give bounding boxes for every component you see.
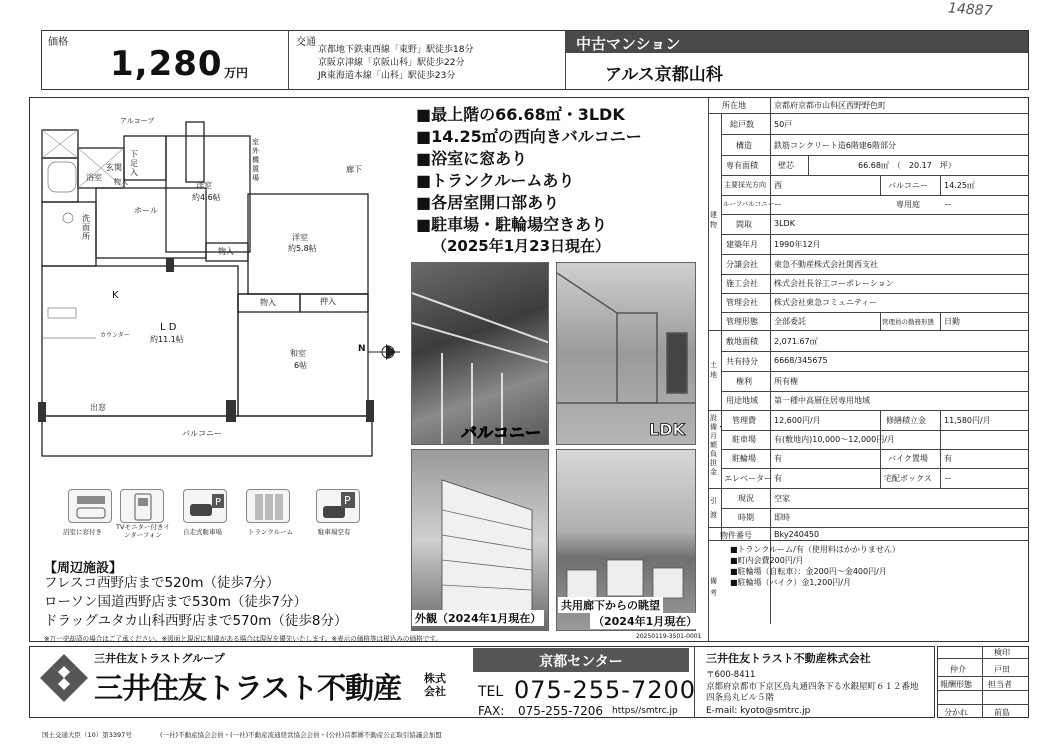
spec-land-area: 2,071.67㎡: [774, 337, 818, 346]
spec-builder-label: 施工会社: [726, 279, 758, 288]
floorplan-ld-size: 約11.1帖: [150, 335, 184, 344]
tel-label: TEL: [478, 684, 504, 700]
category-badge: 中古マンション: [566, 31, 1028, 53]
feature-label: 駐車場空有: [318, 528, 351, 536]
spec-built: 1990年12月: [774, 240, 821, 249]
spec-mgr-style: 日勤: [944, 317, 960, 326]
floorplan-western2-size: 約5.8帖: [288, 244, 317, 253]
trunk-room-icon: [246, 489, 290, 523]
spec-layout-label: 間取: [736, 220, 752, 229]
spec-builder: 株式会社長谷工コーポレーション: [774, 279, 894, 288]
spec-bicycle-label: 駐輪場: [732, 454, 756, 463]
broker-value: 戸田: [994, 665, 1010, 674]
exterior-photo-caption: 外観（2024年1月現在）: [412, 610, 544, 626]
spec-mgmt: 全部委託: [774, 317, 806, 326]
spec-group-handover: 引渡: [710, 497, 717, 519]
spec-roof-label: ルーフバルコニー: [723, 200, 775, 208]
spec-direction-label: 主要採光方向: [724, 181, 766, 189]
floorplan-closet-label: 押入: [320, 297, 336, 306]
spec-land-area-label: 敷地面積: [726, 337, 758, 346]
address-line-2: 四条烏丸ビル５階: [706, 693, 775, 703]
spec-seller: 東急不動産株式会社関西支社: [774, 260, 878, 269]
floorplan-japanese-size: 6帖: [294, 361, 308, 370]
spec-area-type: 壁芯: [778, 161, 794, 170]
spec-share-label: 共有持分: [726, 357, 758, 366]
spec-notes: [730, 544, 900, 588]
compass-icon: [362, 340, 402, 364]
property-name: アルス京都山科: [605, 65, 723, 85]
floorplan-outdoor-machine-label: 室外機置場: [252, 138, 259, 182]
floorplan-hall-label: ホール: [134, 206, 158, 215]
svg-text:P: P: [344, 494, 351, 507]
floorplan-entrance-label: 玄関: [106, 163, 122, 172]
spec-handover-label: 時期: [738, 513, 754, 522]
spec-notes-label: 備考: [710, 577, 717, 597]
floorplan-kitchen-label: K: [112, 290, 119, 301]
spec-elevator: 有: [774, 474, 782, 483]
spec-garden: ー: [944, 200, 952, 209]
price-label: 価格: [48, 37, 68, 48]
price-value: 1,280: [110, 44, 223, 84]
disclaimer: ※万一売却済の場合はご了承ください。※図面と現況に相違がある場合は現況を優先いたします。※表示の価格等は税込みの価格です。: [44, 635, 442, 643]
price-unit: 万円: [224, 66, 249, 80]
spec-bicycle: 有: [774, 454, 782, 463]
spec-mgr-style-label: 管理員の勤務形態: [882, 318, 934, 326]
feature-label: 浴室に窓付き: [63, 528, 102, 536]
feature-label: トランクルーム: [248, 528, 294, 536]
spec-garden-label: 専用庭: [896, 200, 920, 209]
floorplan-western1-label: 洋室: [196, 181, 212, 190]
floorplan-exit-label: 出窓: [90, 403, 106, 412]
staff-value: 前島: [994, 708, 1010, 717]
transport-line: 京都地下鉄東西線「東野」駅徒歩18分: [318, 45, 474, 55]
spec-note: ■トランクルーム/有（使用料はかかりません）: [730, 545, 900, 554]
floorplan-shoebox-label: 下足入: [130, 150, 138, 177]
spec-structure-label: 構造: [736, 141, 752, 150]
license-number: 国土交通大臣（10）第3397号: [42, 731, 132, 739]
highlight-item: ■最上階の66.68㎡・3LDK: [416, 105, 625, 124]
spec-balcony: 14.25㎡: [944, 181, 975, 190]
spec-structure: 鉄筋コンクリート造6階建6階部分: [774, 141, 897, 150]
spec-handover: 即時: [774, 513, 790, 522]
company-logo-icon: [38, 652, 90, 704]
spec-delivery-label: 宅配ボックス: [884, 474, 932, 483]
floorplan-alcove-label: アルコーブ: [120, 117, 155, 125]
view-photo-caption-2: （2024年1月現在）: [590, 613, 700, 629]
highlight-item: ■各居室開口部あり: [416, 193, 560, 212]
floorplan-japanese-label: 和室: [290, 349, 306, 358]
floorplan-western2-label: 洋室: [292, 233, 308, 242]
feature-label: TVモニター付きインターフォン: [116, 523, 170, 539]
balcony-photo-caption: バルコニー: [461, 423, 542, 442]
floorplan-storage-label: 物入: [114, 178, 128, 186]
spec-area: 66.68㎡ （ 20.17 坪）: [858, 161, 956, 170]
associations: (一社)不動産協会会員・(一社)不動産流通経営協会会員・(公社)首都圏不動産公正取引協議会加盟: [160, 731, 442, 739]
spec-group-building: 建物: [710, 211, 717, 229]
highlights-box: [402, 100, 704, 260]
company-name: 三井住友トラスト不動産株式会社: [706, 652, 871, 665]
company-logo-text: 三井住友トラスト不動産: [94, 671, 402, 705]
compass-north-label: N: [358, 344, 366, 354]
nearby-item: ローソン国道西野店まで530m（徒歩7分）: [44, 594, 307, 610]
spec-reserve-label: 修繕積立金: [886, 416, 926, 425]
spec-group-land: 土地: [710, 361, 717, 379]
email-link[interactable]: E-mail: kyoto@smtrc.jp: [706, 706, 811, 716]
spec-fee: 12,600円/月: [774, 416, 821, 425]
exterior-photo: [411, 449, 549, 631]
spec-area-label: 専有面積: [726, 161, 758, 170]
fax-number: 075-255-7206: [518, 704, 604, 718]
spec-manager: 株式会社東急コミュニティー: [774, 298, 878, 307]
spec-manager-label: 管理会社: [726, 298, 758, 307]
reward-value: 分かれ: [944, 708, 968, 717]
floorplan-western1-size: 約4.6帖: [192, 193, 221, 202]
spec-layout: 3LDK: [774, 219, 795, 228]
postal-code: 〒600-8411: [706, 670, 756, 680]
view-photo-caption-1: 共用廊下からの眺望: [558, 597, 663, 613]
branch-badge: 京都センター: [473, 648, 689, 672]
spec-roof: ー: [774, 200, 782, 209]
spec-units: 50戸: [774, 120, 793, 129]
highlight-item: ■トランクルームあり: [416, 171, 575, 190]
spec-zoning-label: 用途地域: [726, 396, 758, 405]
spec-bike-label: バイク置場: [888, 454, 928, 463]
bath-window-icon: [68, 489, 112, 523]
spec-rights-label: 権利: [736, 377, 752, 386]
spec-share: 6668/345675: [774, 356, 828, 365]
tel-number[interactable]: 075-255-7200: [514, 676, 697, 704]
spec-note: ■町内会費200円/月: [730, 556, 804, 565]
feature-label: 自走式駐車場: [183, 528, 222, 536]
spec-status: 空家: [774, 494, 790, 503]
nearby-title: 【周辺施設】: [44, 561, 123, 576]
spec-note: ■駐輪場（自転車）：金200円〜金400円/月: [730, 567, 887, 576]
reward-label: 報酬形態: [940, 680, 972, 689]
transport-list: [318, 44, 473, 83]
broker-label: 仲介: [950, 665, 966, 674]
floorplan-storage3-label: 物入: [260, 298, 276, 307]
transport-label: 交通: [296, 37, 316, 48]
floorplan-corridor-label: 廊下: [346, 165, 362, 174]
spec-parking-label: 駐車場: [732, 435, 756, 444]
company-suffix: 株式会社: [424, 672, 446, 698]
parking-icon: [183, 489, 227, 523]
spec-built-label: 建築年月: [726, 240, 758, 249]
website-link[interactable]: https//smtrc.jp: [612, 706, 678, 716]
spec-seller-label: 分譲会社: [726, 260, 758, 269]
spec-reserve: 11,580円/月: [944, 416, 991, 425]
transport-line: 京阪京津線「京阪山科」駅徒歩22分: [318, 58, 465, 68]
highlight-item: ■浴室に窓あり: [416, 149, 528, 168]
highlight-date: （2025年1月23日現在）: [432, 237, 611, 255]
spec-zoning: 第一種中高層住居専用地域: [774, 396, 870, 405]
spec-rights: 所有権: [774, 377, 798, 386]
nearby-item: フレスコ西野店まで520m（徒歩7分）: [44, 575, 280, 591]
ldk-photo: [556, 262, 696, 445]
balcony-photo: [411, 262, 549, 445]
floorplan-counter-label: カウンター: [100, 332, 130, 339]
svg-text:P: P: [215, 497, 222, 508]
spec-direction: 西: [774, 181, 782, 190]
floorplan-storage2-label: 物入: [218, 247, 234, 256]
spec-property-no-label: 物件番号: [720, 531, 752, 540]
spec-parking: 有(敷地内)10,000〜12,000円/月: [774, 435, 895, 444]
highlight-item: ■駐車場・駐輪場空きあり: [416, 215, 608, 234]
transport-line: JR東海道本線「山科」駅徒歩23分: [318, 71, 456, 81]
floorplan-drawing: [36, 108, 386, 468]
spec-bike: 有: [944, 454, 952, 463]
spec-delivery: ー: [944, 474, 952, 483]
spec-balcony-label: バルコニー: [888, 181, 928, 190]
check-label: 検印: [994, 648, 1010, 657]
floorplan-washroom-label: 洗面所: [82, 214, 90, 241]
floorplan-ld-label: L D: [160, 322, 177, 333]
handwritten-reference: 14887: [947, 0, 994, 20]
ldk-photo-caption: LDK: [649, 420, 685, 439]
spec-units-label: 総戸数: [730, 120, 754, 129]
tv-intercom-icon: [120, 489, 164, 523]
group-name: 三井住友トラストグループ: [94, 652, 225, 665]
floorplan-bath-label: 浴室: [86, 173, 102, 182]
nearby-list: [44, 574, 347, 631]
spec-location: 京都府京都市山科区西野野色町: [774, 101, 886, 110]
floorplan-balcony-label: バルコニー: [182, 429, 222, 438]
nearby-item: ドラッグユタカ山科西野店まで570m（徒歩8分）: [44, 613, 348, 629]
spec-elevator-label: エレベーター: [724, 474, 772, 483]
address-line-1: 京都府京都市下京区烏丸通四条下る水銀屋町６１２番地: [706, 682, 919, 692]
document-code: 20250119-3501-0001: [636, 633, 702, 640]
parking-vacancy-icon: [316, 489, 360, 523]
spec-note: ■駐輪場（バイク）金1,200円/月: [730, 578, 851, 587]
spec-fee-label: 管理費: [732, 416, 756, 425]
highlight-item: ■14.25㎡の西向きバルコニー: [416, 127, 642, 146]
spec-location-label: 所在地: [722, 101, 746, 110]
spec-property-no: Bky240450: [774, 530, 820, 539]
spec-mgmt-label: 管理形態: [726, 317, 758, 326]
fax-label: FAX:: [478, 704, 505, 718]
spec-status-label: 現況: [738, 494, 754, 503]
staff-label: 担当者: [988, 680, 1012, 689]
spec-group-fee: 設備・月額負担金: [710, 414, 724, 476]
